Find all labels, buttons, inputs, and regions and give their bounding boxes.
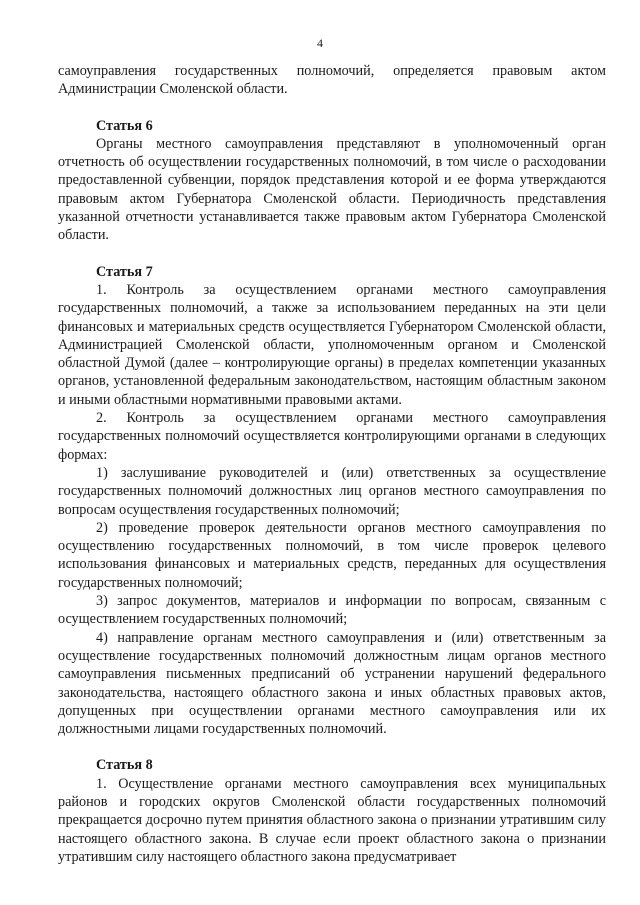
paragraph: 1. Контроль за осуществлением органами местного самоуправления государственных полномочий, а также за использованием переданных на эти цели финансовых и материальных средств осуществляется Губернатором Смоленской области, Администрацией Смоленской области, уполномоченным органом и Смоленской областной Думой (далее – контролирующие органы) в пределах компетенции указанных органов, установленной федеральным законодательством, настоящим областным законом и иными областными нормативными правовыми актами. [58,281,606,408]
article-heading: Статья 8 [96,757,153,774]
paragraph: 2) проведение проверок деятельности органов местного самоуправления по осуществлению государственных полномочий, в том числе проверок целевого использования финансовых и материальных средств, переданных для осуществления государственных полномочий; [58,519,606,591]
paragraph: 2. Контроль за осуществлением органами местного самоуправления государственных полномочий осуществляется контролирующими органами в следующих формах: [58,410,606,463]
section-spacer [58,738,606,756]
document-body [58,62,606,866]
paragraph: 3) запрос документов, материалов и информации по вопросам, связанным с осуществлением государственных полномочий; [58,593,606,628]
article-heading: Статья 6 [96,117,153,134]
paragraph: 1) заслушивание руководителей и (или) ответственных за осуществление государственных полномочий должностных лиц органов местного самоуправления по вопросам осуществления государственных полномочий; [58,464,606,518]
paragraph: 1. Осуществление органами местного самоуправления всех муниципальных районов и городских округов Смоленской области государственных полномочий прекращается досрочно путем принятия областного закона о признании утратившим силу настоящего областного закона. В случае если проект областного закона о признании утратившим силу настоящего областного закона предусматривает [58,775,606,865]
article-heading: Статья 7 [96,263,153,280]
section-spacer [58,245,606,263]
section-spacer [58,99,606,117]
paragraph: Органы местного самоуправления представляют в уполномоченный орган отчетность об осуществлении государственных полномочий, в том числе о расходовании предоставленной субвенции, порядок представления которой и ее форма утверждаются правовым актом Губернатора Смоленской области. Периодичность представления указанной отчетности устанавливается также правовым актом Губернатора Смоленской области. [58,135,606,244]
page-number: 4 [317,36,323,50]
paragraph: самоуправления государственных полномочий, определяется правовым актом Администрации Смоленской области. [58,63,606,98]
paragraph: 4) направление органам местного самоуправления и (или) ответственным за осуществление государственных полномочий должностным лицам органов местного самоуправления письменных предписаний об устранении нарушений федерального законодательства, настоящего областного закона и иных областных правовых актов, допущенных при осуществлении органами местного самоуправления или их должностными лицами государственных полномочий. [58,629,606,738]
